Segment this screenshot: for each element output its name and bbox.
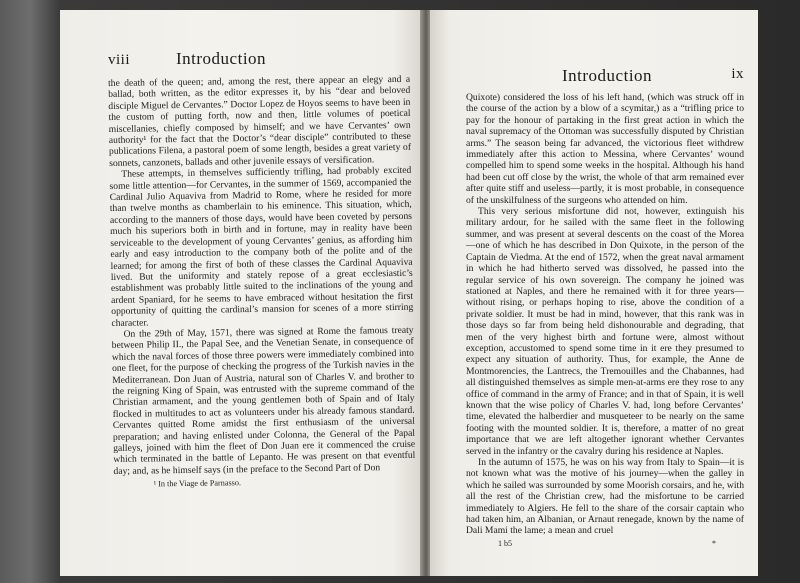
page-number-right: ix bbox=[731, 66, 744, 82]
left-page-header bbox=[108, 49, 410, 74]
left-page bbox=[60, 10, 422, 576]
right-page bbox=[430, 10, 758, 576]
signature-mark: 1 b5 bbox=[498, 538, 512, 548]
left-page-body bbox=[108, 74, 416, 490]
page-number-left: viii bbox=[108, 52, 131, 68]
paragraph: On the 29th of May, 1571, there was signed at Rome the famous treaty between Philip II., the Papal See, and the Venetian Senate, in consequence of which the naval forces of those three powers were immediately combined into one fleet, for the purpose of checking the progress of the Turkish navies in the Mediterranean. Don Juan of Austria, natural son of Charles V. and brother to the reigning King of Spain, was entrusted with the supreme command of the Christian armament, and the young gentlemen both of Spain and of Italy flocked in multitudes to act as volunteers under his already famous standard. Cervantes quitted Rome amidst the first enthusiasm of the universal preparation; and having enlisted under Colonna, the General of the Papal galleys, joined with him the fleet of Don Juan ere it commenced the cruise which terminated in the battle of Lepanto. He was present on that eventful day; and, as he himself says (in the preface to the Second Part of Don bbox=[111, 324, 416, 477]
running-title-left: Introduction bbox=[176, 49, 267, 68]
paragraph: This very serious misfortune did not, however, extinguish his military ardour, for he sailed with the same fleet in the following summer, and was present at several descents on the coast of the Morea—one of which he has described in Don Quixote, in the person of the Captain de Viedma. At the end of 1572, when the great naval armament in which he had hitherto served was dissolved, he passed into the regular service of his own sovereign. The company he joined was stationed at Naples, and there he remained with it for three years—without rising, or perhaps hoping to rise, above the condition of a private soldier. It must be had in mind, however, that this rank was in those days so far from being held dishonourable and degrading, that men of the very highest birth and fortune were, almost without exception, accustomed to spend some time in it ere they presumed to expect any situation of authority. Thus, for example, the Anne de Montmorencies, the Lantrecs, the Tremouilles and the Chabannes, had all distinguished themselves as simple men-at-arms ere they rose to any office of command in the army of France; and in that of Spain, it is well known that the wise policy of Charles V. had, long before Cervantes’ time, elevated the halberdier and musqueteer to be nearly on the same footing with the mounted soldier. It is, therefore, a matter of no great importance that we are left altogether ignorant whether Cervantes served in the infantry or the cavalry during his residence at Naples. bbox=[466, 206, 744, 457]
signature-asterisk: * bbox=[712, 538, 716, 548]
paragraph: These attempts, in themselves sufficiently trifling, had probably excited some little attention—for Cervantes, in the summer of 1569, accompanied the Cardinal Julio Aquaviva from Madrid to Rome, where he resided for more than twelve months as chamberlain to his eminence. This situation, which, according to the manners of those days, would have been coveted by persons much his superiors both in birth and in fortune, may in reality have been serviceable to the development of young Cervantes’ genius, as affording him early and easy introduction to the company both of the polite and of the learned; for among the first of both of these classes the Cardinal Aquaviva lived. But the uniformity and stately repose of a great ecclesiastic’s establishment was probably little suited to the inclinations of the young and ardent Spaniard, for he seems to have embraced without hesitation the first opportunity of quitting the cardinal’s mansion for scenes of a more stirring character. bbox=[109, 165, 414, 329]
paragraph: In the autumn of 1575, he was on his way from Italy to Spain—it is not known what was the motive of his journey—when the galley in which he sailed was surrounded by some Moorish corsairs, and he, with all the rest of the Christian crew, had the misfortune to be carried immediately to Algiers. He fell to the share of the corsair captain who had taken him, an Albanian, or Arnaut renegade, known by the name of Dali Mami the lame; a mean and cruel bbox=[466, 457, 744, 537]
footnote: ¹ In the Viage de Parnasso. bbox=[153, 478, 242, 489]
right-page-body bbox=[466, 92, 744, 537]
printer-signature bbox=[466, 539, 744, 551]
paragraph: the death of the queen; and, among the rest, there appear an elegy and a ballad, both written, as the editor expresses it, by his “dear and beloved disciple Miguel de Cervantes.” Doctor Lopez de Hoyos seems to have been in the custom of putting forth, now and then, little volumes of poetical miscellanies, chiefly composed by himself; and we have Cervantes’ own authority¹ for the fact that the Doctor’s “dear disciple” contributed to these publications Filena, a pastoral poem of some length, besides a great variety of sonnets, canzonets, ballads and other juvenile essays of versification. bbox=[108, 73, 412, 169]
right-page-header bbox=[466, 66, 744, 88]
paragraph: Quixote) considered the loss of his left hand, (which was struck off in the course of the action by a blow of a scymitar,) as a “trifling price to pay for the honour of partaking in the first great action in which the naval supremacy of the Ottoman was successfully disputed by Christian arms.” The season being far advanced, the victorious fleet withdrew immediately after this action to Messina, where Cervantes’ wound compelled him to spend some weeks in the hospital. Although his hand had been cut off close by the wrist, the whole of that arm remained ever after quite stiff and useless—partly, it is most probable, in consequence of the unskilfulness of the surgeons who attended on him. bbox=[466, 92, 744, 206]
running-title-right: Introduction bbox=[562, 66, 653, 85]
